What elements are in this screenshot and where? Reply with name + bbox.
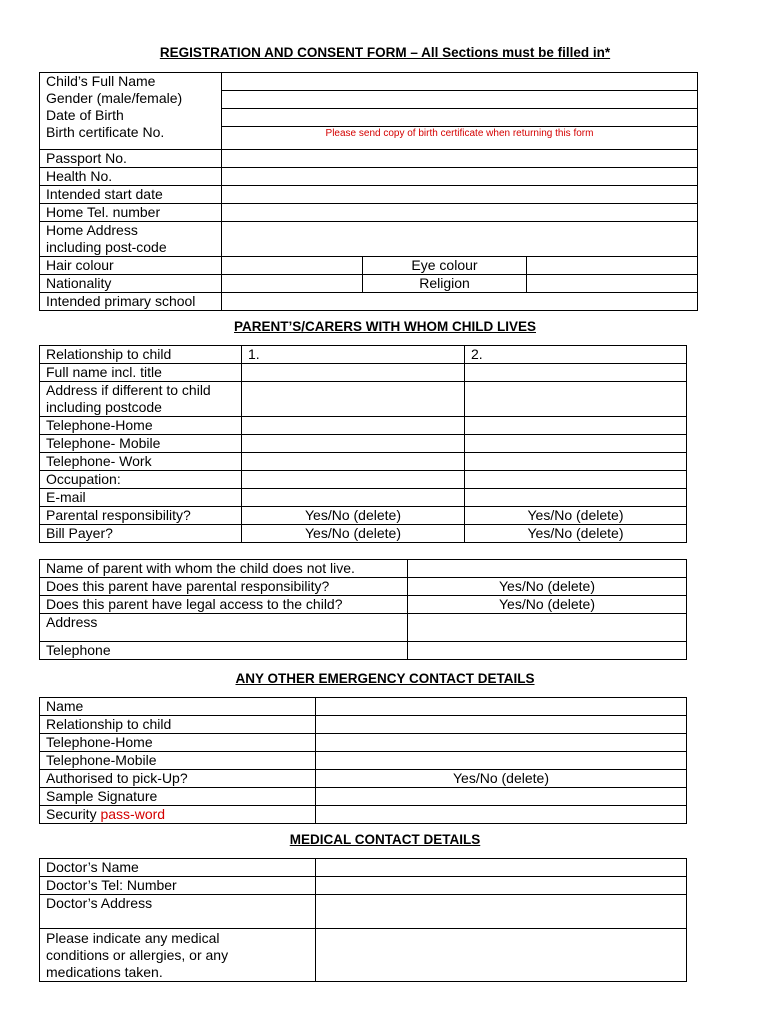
- label-occupation: Occupation:: [40, 471, 242, 489]
- label-em-tel-home: Telephone-Home: [40, 734, 316, 752]
- table-row: [40, 417, 687, 435]
- parent1-email[interactable]: [242, 489, 465, 507]
- table-row: [40, 716, 687, 734]
- em-pickup-field[interactable]: Yes/No (delete): [316, 770, 687, 788]
- label-nr-address: Address: [40, 614, 408, 642]
- nr-access-field[interactable]: Yes/No (delete): [408, 596, 687, 614]
- birth-cert-note: Please send copy of birth certificate when returning this form: [325, 128, 594, 139]
- label-home-address: Home Address: [46, 222, 138, 238]
- table-row: [40, 222, 698, 257]
- nr-responsibility-field[interactable]: Yes/No (delete): [408, 578, 687, 596]
- label-nr-responsibility: Does this parent have parental responsibility?: [40, 578, 408, 596]
- table-row: [40, 642, 687, 660]
- label-health: Health No.: [40, 168, 222, 186]
- table-row: [40, 453, 687, 471]
- label-hair: Hair colour: [40, 257, 222, 275]
- label-address-cell: [40, 382, 242, 417]
- child-labels-top: [40, 73, 222, 150]
- parent1-full-name[interactable]: [242, 364, 465, 382]
- table-row: [40, 806, 687, 824]
- label-nr-name: Name of parent with whom the child does not live.: [40, 560, 408, 578]
- parent2-header: 2.: [471, 346, 483, 362]
- table-row: [40, 698, 687, 716]
- table-row: [40, 507, 687, 525]
- doctor-tel-field[interactable]: [316, 877, 687, 895]
- label-birth-cert: Birth certificate No.: [46, 124, 165, 140]
- parent2-bill-payer[interactable]: Yes/No (delete): [465, 525, 687, 543]
- em-tel-mobile-field[interactable]: [316, 752, 687, 770]
- table-row: [40, 752, 687, 770]
- table-row: [40, 293, 698, 311]
- label-conditions-2: conditions or allergies, or any: [46, 947, 229, 963]
- health-field[interactable]: [222, 168, 698, 186]
- label-child-name: Child’s Full Name: [46, 73, 156, 89]
- table-row: [40, 734, 687, 752]
- parent2-tel-home[interactable]: [465, 417, 687, 435]
- label-em-pickup: Authorised to pick-Up?: [40, 770, 316, 788]
- parent2-responsibility[interactable]: Yes/No (delete): [465, 507, 687, 525]
- table-row: [40, 929, 687, 982]
- label-primary-school: Intended primary school: [40, 293, 222, 311]
- label-address: Address if different to child: [46, 382, 211, 398]
- security-password-label: pass-word: [100, 806, 166, 822]
- label-tel-home: Telephone-Home: [40, 417, 242, 435]
- label-nr-telephone: Telephone: [40, 642, 408, 660]
- home-tel-field[interactable]: [222, 204, 698, 222]
- label-conditions-1: Please indicate any medical: [46, 930, 220, 946]
- label-email: E-mail: [40, 489, 242, 507]
- table-row: [40, 471, 687, 489]
- passport-field[interactable]: [222, 150, 698, 168]
- label-doctor-address: Doctor’s Address: [40, 895, 316, 929]
- label-bill-payer: Bill Payer?: [40, 525, 242, 543]
- religion-field[interactable]: [527, 275, 698, 293]
- primary-school-field[interactable]: [222, 293, 698, 311]
- label-nr-access: Does this parent have legal access to the child?: [40, 596, 408, 614]
- em-name-field[interactable]: [316, 698, 687, 716]
- doctor-address-field[interactable]: [316, 895, 687, 929]
- parent1-header: 1.: [248, 346, 260, 362]
- form-title: REGISTRATION AND CONSENT FORM – All Sections must be filled in*: [159, 45, 611, 60]
- label-postcode: including postcode: [46, 399, 162, 415]
- table-row: [40, 275, 698, 293]
- table-row: [40, 614, 687, 642]
- label-start-date: Intended start date: [40, 186, 222, 204]
- parent1-responsibility[interactable]: Yes/No (delete): [242, 507, 465, 525]
- start-date-field[interactable]: [222, 186, 698, 204]
- label-em-signature: Sample Signature: [40, 788, 316, 806]
- doctor-name-field[interactable]: [316, 859, 687, 877]
- home-address-field[interactable]: [222, 222, 698, 257]
- parent1-occupation[interactable]: [242, 471, 465, 489]
- table-row: [40, 435, 687, 453]
- parent2-relationship[interactable]: [465, 346, 687, 364]
- label-home-address-cell: [40, 222, 222, 257]
- label-em-name: Name: [40, 698, 316, 716]
- table-row: [40, 877, 687, 895]
- label-religion: Religion: [363, 275, 527, 293]
- parent2-tel-mobile[interactable]: [465, 435, 687, 453]
- parent1-tel-work[interactable]: [242, 453, 465, 471]
- label-doctor-tel: Doctor’s Tel: Number: [40, 877, 316, 895]
- table-row: [40, 525, 687, 543]
- nr-telephone-field[interactable]: [408, 642, 687, 660]
- label-parental-responsibility: Parental responsibility?: [40, 507, 242, 525]
- table-row: [40, 364, 687, 382]
- child-values-top[interactable]: [222, 73, 698, 150]
- nr-name-field[interactable]: [408, 560, 687, 578]
- medical-conditions-field[interactable]: [316, 929, 687, 982]
- emergency-table: [39, 697, 687, 824]
- label-relationship: Relationship to child: [40, 346, 242, 364]
- parent2-email[interactable]: [465, 489, 687, 507]
- label-em-relationship: Relationship to child: [40, 716, 316, 734]
- parent1-tel-mobile[interactable]: [242, 435, 465, 453]
- parent1-tel-home[interactable]: [242, 417, 465, 435]
- table-row: [40, 73, 698, 150]
- emergency-heading: ANY OTHER EMERGENCY CONTACT DETAILS: [235, 671, 535, 686]
- child-details-table: [39, 72, 698, 311]
- table-row: [40, 788, 687, 806]
- parent1-address[interactable]: [242, 382, 465, 417]
- label-postcode: including post-code: [46, 239, 167, 255]
- nr-address-field[interactable]: [408, 614, 687, 642]
- table-row: [40, 859, 687, 877]
- nationality-field[interactable]: [222, 275, 363, 293]
- parent2-full-name[interactable]: [465, 364, 687, 382]
- label-tel-mobile: Telephone- Mobile: [40, 435, 242, 453]
- em-relationship-field[interactable]: [316, 716, 687, 734]
- label-em-tel-mobile: Telephone-Mobile: [40, 752, 316, 770]
- table-row: [40, 204, 698, 222]
- label-gender: Gender (male/female): [46, 90, 183, 106]
- table-row: [40, 560, 687, 578]
- label-conditions-3: medications taken.: [46, 964, 163, 980]
- parents-table: [39, 345, 687, 543]
- label-dob: Date of Birth: [46, 107, 124, 123]
- non-resident-parent-table: [39, 559, 687, 660]
- label-tel-work: Telephone- Work: [40, 453, 242, 471]
- parent1-relationship[interactable]: [242, 346, 465, 364]
- table-row: [40, 770, 687, 788]
- eye-colour-field[interactable]: [527, 257, 698, 275]
- table-row: [40, 257, 698, 275]
- hair-field[interactable]: [222, 257, 363, 275]
- parent2-occupation[interactable]: [465, 471, 687, 489]
- table-row: [40, 168, 698, 186]
- label-doctor-name: Doctor’s Name: [40, 859, 316, 877]
- security-label: Security: [46, 806, 97, 822]
- label-eye-colour: Eye colour: [363, 257, 527, 275]
- medical-table: [39, 858, 687, 982]
- parent2-tel-work[interactable]: [465, 453, 687, 471]
- table-row: [40, 186, 698, 204]
- table-row: [40, 382, 687, 417]
- label-medical-conditions-cell: [40, 929, 316, 982]
- label-home-tel: Home Tel. number: [40, 204, 222, 222]
- label-em-security: [40, 806, 316, 824]
- em-signature-field[interactable]: [316, 788, 687, 806]
- em-security-field[interactable]: [316, 806, 687, 824]
- label-passport: Passport No.: [40, 150, 222, 168]
- table-row: [40, 895, 687, 929]
- table-row: [40, 578, 687, 596]
- label-full-name: Full name incl. title: [40, 364, 242, 382]
- medical-heading: MEDICAL CONTACT DETAILS: [289, 832, 481, 847]
- table-row: [40, 346, 687, 364]
- table-row: [40, 596, 687, 614]
- table-row: [40, 489, 687, 507]
- label-nationality: Nationality: [40, 275, 222, 293]
- parents-heading: PARENT’S/CARERS WITH WHOM CHILD LIVES: [234, 319, 536, 334]
- table-row: [40, 150, 698, 168]
- parent2-address[interactable]: [465, 382, 687, 417]
- parent1-bill-payer[interactable]: Yes/No (delete): [242, 525, 465, 543]
- em-tel-home-field[interactable]: [316, 734, 687, 752]
